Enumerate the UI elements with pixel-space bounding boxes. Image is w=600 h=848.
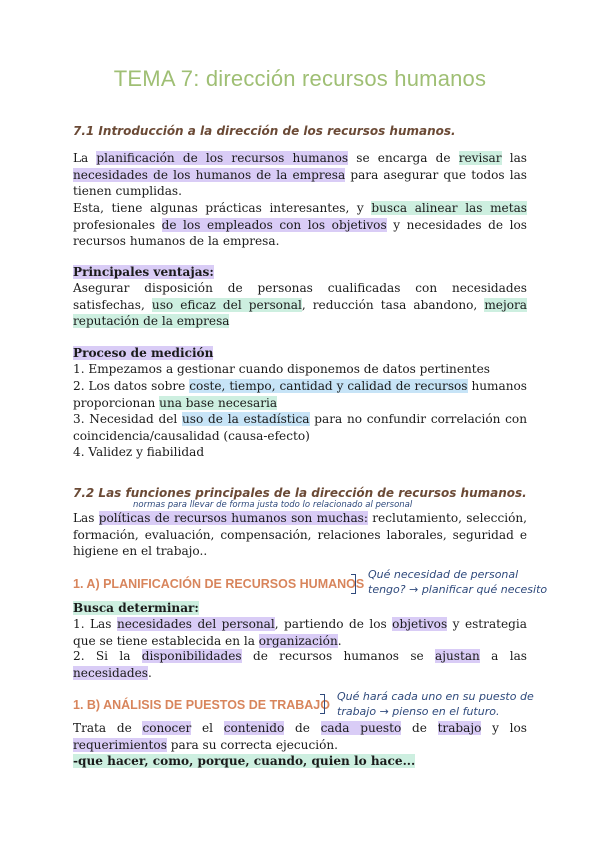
medicion-item-3: 3. Necesidad del uso de la estadística para no confundir correlación con coincidencia/causalidad (causa-efecto) bbox=[73, 412, 527, 443]
intro-paragraph: La planificación de los recursos humanos se encarga de revisar las necesidades de los humanos de la empresa para asegurar que todos las tienen cumplidas. bbox=[73, 151, 527, 199]
analisis-last-line: -que hacer, como, porque, cuando, quien lo hace... bbox=[73, 754, 416, 768]
handwritten-note-planificacion-2: tengo? → planificar qué necesito bbox=[368, 583, 548, 596]
analisis-heading: 1. B) ANÁLISIS DE PUESTOS DE TRABAJO bbox=[73, 698, 330, 712]
section-7-2-heading: 7.2 Las funciones principales de la dirección de recursos humanos. bbox=[73, 486, 527, 500]
handwritten-note-politicas: normas para llevar de forma justa todo lo relacionado al personal bbox=[133, 500, 413, 510]
medicion-item-1: 1. Empezamos a gestionar cuando disponemos de datos pertinentes bbox=[73, 362, 491, 376]
planificacion-item-1: 1. Las necesidades del personal, partiendo de los objetivos y estrategia que se tiene establecida en la organización. bbox=[73, 617, 527, 648]
handwritten-note-planificacion-1: Qué necesidad de personal bbox=[368, 568, 519, 581]
planificacion-heading: 1. A) PLANIFICACIÓN DE RECURSOS HUMANOS bbox=[73, 577, 365, 591]
section-7-1-heading: 7.1 Introducción a la dirección de los recursos humanos. bbox=[73, 124, 456, 138]
handwritten-note-analisis-1: Qué hará cada uno en su puesto de bbox=[337, 690, 534, 703]
medicion-item-4: 4. Validez y fiabilidad bbox=[73, 445, 205, 459]
handwritten-brace bbox=[320, 694, 325, 714]
page-title: TEMA 7: dirección recursos humanos bbox=[113, 66, 487, 91]
ventajas-text: Asegurar disposición de personas cualificadas con necesidades satisfechas, uso eficaz del personal, reducción tasa abandono, mejora reputación de la empresa bbox=[73, 281, 527, 329]
handwritten-note-analisis-2: trabajo → pienso en el futuro. bbox=[337, 705, 500, 718]
medicion-item-2: 2. Los datos sobre coste, tiempo, cantidad y calidad de recursos humanos proporcionan una base necesaria bbox=[73, 379, 527, 410]
medicion-label: Proceso de medición bbox=[73, 346, 214, 360]
busca-determinar-label: Busca determinar: bbox=[73, 601, 199, 615]
handwritten-brace bbox=[351, 574, 356, 594]
practices-paragraph: Esta, tiene algunas prácticas interesantes, y busca alinear las metas profesionales de los empleados con los objetivos y necesidades de los recursos humanos de la empresa. bbox=[73, 201, 527, 249]
analisis-paragraph: Trata de conocer el contenido de cada puesto de trabajo y los requerimientos para su correcta ejecución. bbox=[73, 721, 527, 752]
politicas-paragraph: Las políticas de recursos humanos son muchas: reclutamiento, selección, formación, evaluación, compensación, relaciones laborales, seguridad e higiene en el trabajo.. bbox=[73, 511, 528, 559]
planificacion-item-2: 2. Si la disponibilidades de recursos humanos se ajustan a las necesidades. bbox=[73, 649, 527, 680]
ventajas-label: Principales ventajas: bbox=[73, 265, 214, 279]
